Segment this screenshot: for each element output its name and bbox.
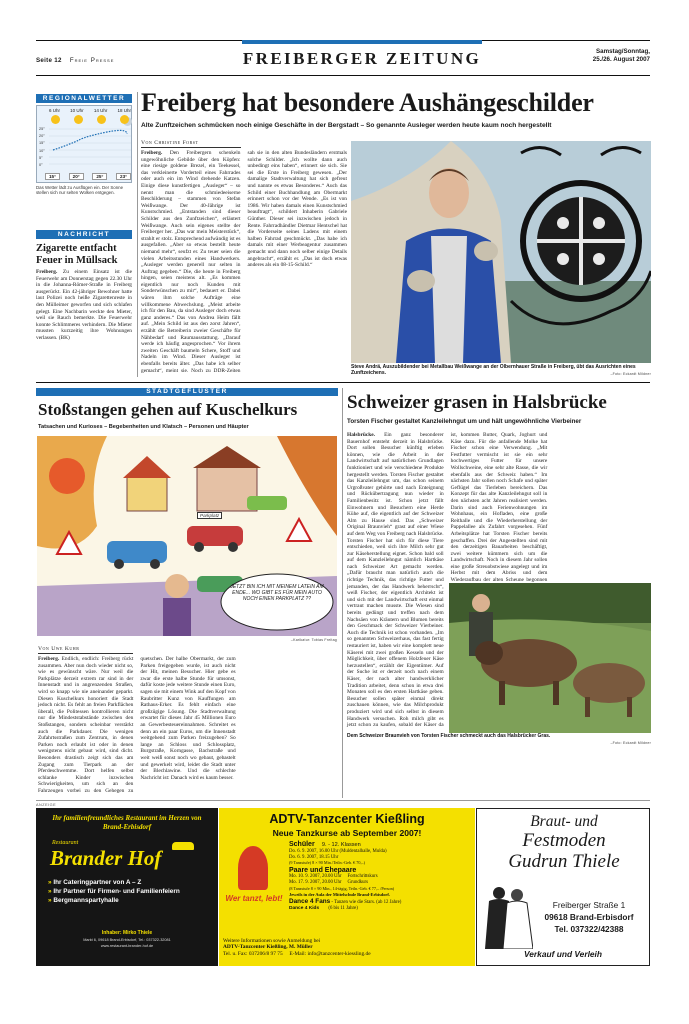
bride-title-2: Festmoden (522, 830, 606, 851)
ad-tanzcenter[interactable] (219, 808, 475, 966)
dance-logo (222, 842, 286, 922)
cartoon-speech-bubble: JETZT BIN ICH MIT MEINEM LATEIN AM ENDE... WO GIBT ES FÜR MEIN AUTO NOCH EINEN PARKPLATZ ?? (230, 584, 324, 603)
gossip-article (38, 646, 338, 796)
bride-footer: Verkauf und Verleih (523, 949, 603, 959)
weather-time-10: 10 Uhr (70, 108, 84, 113)
dance-info: Weitere Informationen sowie Anmeldung bei (223, 938, 321, 944)
main-photo (351, 141, 651, 363)
brander-bullet-2: » Ihr Partner für Firmen- und Familienfeiern (48, 888, 180, 895)
weather-time-18: 18 Uhr (117, 108, 131, 113)
main-photo-credit: –Foto: Eckardt Mildner (610, 372, 651, 376)
weather-temp-10: 20° (69, 173, 84, 180)
dancer-couple-icon (238, 846, 268, 890)
swiss-lead: Halsbrücke. (347, 432, 376, 438)
brander-hat-icon (172, 842, 194, 850)
ad-label: ANZEIGE (36, 803, 57, 807)
brander-web[interactable]: www.restaurant-brander-hof.de (100, 944, 154, 948)
section-label: Freie Presse (69, 57, 115, 64)
gossip-lead: Freiberg. (38, 656, 60, 662)
weather-scale-10: 10° (39, 148, 45, 153)
swiss-photo-caption (347, 733, 651, 739)
swiss-caption-text: Dem Schweizer Braunvieh von Torsten Fischer schmeckt auch das Halsbrücker Gras. (347, 733, 551, 739)
dance-extra: Jeweils in der Aula der Mittelschule Brand-Erbisdorf. (289, 892, 390, 898)
page-number: Seite 12 (36, 57, 62, 64)
weather-scale-5: 5° (39, 155, 43, 160)
weather-time-14: 14 Uhr (93, 108, 108, 113)
temperature-curve (49, 126, 131, 170)
bride-phone[interactable]: Tel. 037322/42388 (554, 924, 624, 934)
news-headline: Zigarette entfacht Feuer in Müllsack (36, 243, 118, 266)
dance-4fans-text: - Tanzen wie die Stars. (ab 12 Jahre) (331, 900, 402, 906)
weather-scale-20: 20° (39, 134, 45, 139)
brander-tagline: Ihr familienfreundliches Restaurant im Herzen von Brand-Erbisdorf (52, 814, 202, 831)
gossip-cartoon (37, 436, 337, 636)
main-caption-text: Steve Andrä, Auszubildender bei Metallbau Weißwange an der Olbernhauer Straße in Freiberg, übt das Ausrichten eines Zunftzeichens. (351, 364, 636, 376)
brander-bullet-1: » Ihr Cateringpartner von A – Z (48, 879, 142, 886)
sun-cloud-icon (120, 115, 129, 124)
news-title: NACHRICHT (36, 230, 132, 239)
swiss-photo (449, 583, 651, 733)
weather-box (36, 94, 132, 214)
dance-schueler: Schüler (289, 841, 315, 848)
date-line-1: Samstag/Sonntag, (596, 48, 650, 55)
cartoon-parking-sign: Parkplatz (197, 512, 222, 519)
dance-s-line-3: (9 Tanzstufe) 8 × 90 Min./Teiln.-Geb. € 70,–) (289, 860, 366, 866)
ad-brander-hof[interactable] (36, 808, 218, 966)
sun-icon (51, 115, 60, 124)
bride-title-3: Gudrun Thiele (508, 851, 620, 872)
main-headline: Freiberg hat besondere Aushängeschilder (141, 88, 594, 117)
bride-groom-icon (483, 883, 533, 949)
gossip-subhead: Tatsachen und Kurioses – Begebenheiten und Klatsch – Personen und Häupter (38, 424, 249, 430)
main-subhead: Alte Zunftzeichen schmücken noch einige Geschäfte in der Bergstadt – So genannte Ausleger werden heute kaum noch hergestellt (141, 122, 552, 129)
weather-temp-14: 25° (92, 173, 107, 180)
bride-title-1: Braut- und (530, 813, 598, 830)
dance-p-line-3: (8 Tanzstufe 8 × 90 Min., 14-tägig, Teiln.-Geb. € 77,– /Person) (289, 885, 395, 891)
weather-text: Das Wetter lädt zu Ausflügen ein. Der Sonne stellen sich nur selten Wolken entgegen. (36, 185, 124, 196)
dance-4kids: Dance 4 Kids (289, 905, 320, 911)
dance-s-line-2: Do. 6. 9. 2007, 18.15 Uhr (289, 854, 339, 860)
swiss-subhead: Torsten Fischer gestaltet Kanzleilehngut um und hält ungewöhnliche Vierbeiner (347, 418, 582, 425)
gossip-byline: Von Uwe Kuhr (38, 646, 133, 654)
news-box (36, 230, 132, 376)
ad-braut-festmoden[interactable] (476, 808, 650, 966)
dance-title: ADTV-Tanzcenter Kießling (269, 812, 425, 826)
main-lead: Freiberg. (141, 150, 163, 156)
main-text: Den Freibergern schenkeln ungewöhnliche Gebilde über den Köpfen: eine riesige goldene Brezel, ein Teekessel, das verkleinerte Vorderteil eines Fahrrades oder auch ein im Wind drehende Katzen. Einige diese kunstfertigen „Ausleger“ – so nennt man die schmiedeeiserne Beschilderung – stammen von Stefan Weißwange. Der 40-Jährige ist Kunstschmied. „Entstanden sind dieser Schilder aus den Zunftzeichen“, erläutert Weißwange. Auch sein eigenes stellte der Freiberger her. „Das war mein Meisterstück“, strahlt er stolz. Entsprechend aufwändig ist es ausgefallen. „Aber so etwas bestellt heute niemand mehr“, seufzt er. Zu teuer seien die vielen Arbeitsstunden eines Handwerkers. „Ausleger werden generell nur selten in Auftrag gegeben.“ Die, die heute in Freiberg hingen, seien meistens alt. „Es kommen eigentlich nur noch Kunden mit Sonderwünschen zu mir“, bedauert er. Dabei wären ihm solche Aufträge eine willkommene Abwechslung. „Meist arbeite ich für den Bau, da sind Ausleger doch etwas ganz anderes.“ Das von Andrea Heim fällt auf. „Mein Schild ist aus den zorst Jahren“, erzählt die Betreiberin zweier Geschäfte für Nähbedarf und Raumausstattung. „Darauf werde ich häufig angesprochen.“ Vor ihrem zweiten Geschäft baumeln Schere, Stoff und Nadeln im Wind. Dieser Ausleger ist ebenfalls bereits älter. „Das habe ich selber gemacht“, meint sie. Noch zu DDR-Zeiten sah sie in den alten Bundesländern erstmals solche Schilder. „Ich wollte dann auch unbedingt eins haben“, erinnert sie sich. Sie sei die Erste in Freiberg gewesen. „Der damalige Stadtverwaltung hat sich gefreut und nannte es etwas Besonderes.“ Auch das Schild einer Buchhandlung am Obermarkt erinnert schon vor der Wende. „Es ist von 1986. Wir haben damals einen Kunstschmied beauftragt“, schildert Inhaberin Gabriele Günther. Dieser sei inzwischen jedoch in Rente. Fahrradhändler Dietmar Hentschel hat die Vorderseite seines Ladens mit einem halben Fahrrad geschmückt. „Das habe ich damals mit einer Werbeagentur zusammen gemacht und dann noch selber einige Details angebracht“, erzählt er. „Das ist doch etwas anderes als ein 08-15-Schild.“ (141, 150, 347, 374)
bride-city: 09618 Brand-Erbisdorf (544, 912, 634, 922)
main-byline: Von Christine Forst (141, 140, 241, 148)
page-header (36, 40, 650, 78)
bride-street: Freiberger Straße 1 (552, 900, 626, 910)
weather-title: REGIONALWETTER (36, 94, 132, 103)
dance-s-line-1: Do. 6. 9. 2007, 16.00 Uhr (Muldentalhalle, Mulda) (289, 848, 387, 854)
news-lead: Freiberg. (36, 269, 58, 275)
dance-schueler-classes: 9. - 12. Klassen (321, 842, 361, 848)
gossip-headline: Stoßstangen gehen auf Kuschelkurs (38, 400, 298, 419)
date-line-2: 25./26. August 2007 (592, 56, 650, 63)
brander-address: Markt 6, 09618 Brand-Erbisdorf, Tel.: 037322-32081 (83, 938, 171, 942)
dance-p-line-2: Mo. 17. 9. 2007, 20.00 Uhr Grundkurs (289, 879, 369, 885)
weather-scale-15: 15° (39, 141, 45, 146)
dance-4fans: Dance 4 Fans (289, 898, 331, 906)
brander-bullet-3: » Bergmannspartyhalle (48, 897, 119, 904)
weather-temp-18: 23° (116, 173, 131, 180)
sun-icon (74, 115, 83, 124)
dance-p-line-1: Mo. 10. 9. 2007, 20.00 Uhr Fortschrittskurs (289, 873, 378, 879)
cartoon-credit: –Karikatur: Tobias Freitag (290, 638, 337, 642)
brander-pre: Restaurant (52, 840, 79, 846)
sun-icon (97, 115, 106, 124)
brander-owner: Inhaber: Mirko Thiele (101, 930, 153, 936)
dance-subtitle: Neue Tanzkurse ab September 2007! (272, 828, 422, 838)
swiss-photo-credit: –Foto: Eckardt Mildner (610, 741, 651, 745)
dance-info-name: ADTV-Tanzcenter Kießling, M. Müller (223, 944, 313, 951)
header-accent-bar (242, 40, 482, 44)
news-text: Zu einem Einsatz ist die Feuerwehr am Donnerstag gegen 22.30 Uhr in die Johanna-Römer-Straße in Freiberg ausgerückt. Ein 42-jähriger Bewohner hatte laut Polizei noch heiße Zigarettenreste in den Mülleimer geworfen und sich schlafen gelegt. Eine Nachbarin weckte den Mieter, weil sie Rauch bemerkte. Die Feuerwehr konnte Schlimmeres verhindern. Die Mieter mussten kurzzeitig ihre Wohnungen verlassen. (BK) (36, 269, 132, 341)
dance-4kids-text: (6 bis 11 Jahre) (328, 905, 358, 911)
gossip-section-bar: STADTGEFLÜSTER (36, 388, 338, 396)
swiss-text: Ein ganz besonderer Bauernhof entsteht derzeit in Halsbrücke. Dort sollen Besucher künftig erleben können, wie die Arbeit in der Landwirtschaft auf natürlichen Grundlagen funktioniert und wie verschiedene Produkte hergestellt werden. Torsten Fischer gestaltet das Kanzleilehngut um, das schon seinem Urgroßvater gehörte und nach Enteignung und Rückübertragung nun wieder in Familienbesitz ist. Schon jetzt fällt Einwohnern und Besuchern eine Herde Kühe auf, die eigentlich auf der Schweizer Alm zu Hause sind. Das „Schweizer Original Braunvieh“ grast auf einer Wiese auf dem Weg von Freiberg nach Halsbrücke. Torsten Fischer hat sich für diese Tiere entschieden, weil sich ihre Milch sehr gut zur Käseherstellung eignet. Schon bald soll auf dem Kanzleilehngut nämlich Hartkäse nach Schweizer Art gemacht werden. „Dafür braucht man natürlich auch die richtige Technik, das richtige Futter und jemanden, der das Handwerk beherrscht“, weiß Fischer, der eigentlich Architekt ist und sich mit der Landwirtschaft erst einmal vertraut machen musste. Die Wiesen sind bereits gedüngt und treffen nach dem Nachsäen von Kräutern und Blumen bereits den Geschmack der Schweizer Vierbeiner. Auch die Technik ist schon vorhanden. „Im so genannten Schweizerhaus, das fast fertig restauriert ist, haben wir eine komplett neue Käserei mit zwei großen Kesseln und der Möglichkeit, über offenem Holzfeuer Käse herzustellen“, erzählt der Eigentümer. Auf der Suche ist er derzeit noch nach einem Käser, der nach alter handwerklicher Tradition arbeitet, denn schon in etwa drei Monaten soll es den ersten Hartkäse geben. Besucher sollen später einmal direkt zuschauen können, wie das Milchprodukt produziert wird und sich selbst in diesem Handwerk versuchen. Roh milch gibt es jetzt schon zu kaufen, sobald der Käser da ist, kommen Butter, Quark, Joghurt und Käse dazu. Für die anfallende Molke hat Fischer schon eine Verwendung. „Mit Festfutter vermischt ist sie ein sehr hochwertiges Futter für unsere Wollschweine, eine sehr alte Rasse, die wir ebenfalls aus der Schweiz haben.“ Im nächsten Jahr sollen noch Schafe und später Geflügel das Tierleben bereichern. Das Konzept für das alte Kanzleilehngut soll in den nächsten acht Jahren realisiert werden. Darin sind auch Ferienwohnungen im Wohnhaus, ein Hofladen, eine große Reithalle und die Wiederherstellung der Pappelallee als Zufahrt vorgesehen. Fünf Arbeitsplätze hat Torsten Fischer bereits geschaffen. Drei der Angestellten sind mit den derzeitigen Bauarbeiten beschäftigt, zwei weitere kümmern sich um die Landwirtschaft. Noch in diesem Jahr sollen eine große Streuobstwiese angelegt und im Herbst mit dem Abriss und dem Wiederaufbau der alten Scheune begonnen (347, 432, 548, 729)
dance-logo-text: Wer tanzt, lebt! (225, 894, 283, 903)
gossip-text: Endlich, endlich: Freiberg rückt zusammen. Aber nun doch wieder nicht so, wie es gewünscht wäre. Nur weil die Parkplätze derzeit extrem rar sind in der Innenstadt und in angrenzenden Straßen, wird so knapp wie nie aneinander geparkt. Diesen Kuschelkurs honoriert die Stadt jedoch nicht. Es fehlt an freien Parkflächen überall, die Politessen kontrollieren nicht nur die Mindeststabstände zwischen den Stoßstangen, sondern scheinbar verstärkt auch die Parkdauer. Die wenigen Zufahrtsstraßen zum Zentrum, in denen Parken noch erlaubt ist oder in denen wenigstens nicht gebaut wird, sind dicht. Besonders drastisch zeigt sich das am Zugang zum Tierpark an der Pferdeschwemme. Dort helfen selbst schlanke Kinder inzwischen Schwierigkeiten, um sich an den Fahrzeugen vorbei zu den Gehegen zu quetschen. Der halbe Obermarkt, der zum Parken freigegeben wurde, ist auch nicht der Hit, meinen Besucher. Hier gebe es zwar die erste halbe Stunde für umsonst, dafür koste jede weitere Stunde einen Euro, sagen sie mit einem Wink auf den Kopf von Raubritter Kunz von Kauffungen am Rathaus-Erker. Es fehlt einfach eine großzügige Lösung. Die Stadtverwaltung erwartet für dieses Jahr 45 Millionen Euro an Gewerbesteuereinnahmen. Schreitet es denn an ein paar Euros, um die Innenstadt weitgehend zum Parken freizugeben? So lange an Schloss und Schlossplatz, Burgstraße, Korngasse, Bachstraße und weit weiß sonst noch wo gebaut, gebastelt und gewerkelt wird, leidet die Stadt unter der Blechlawine. Und die schlechte Nachricht ist: Danach wird es kaum besser. (38, 656, 236, 794)
dance-contact[interactable]: Tel. u. Fax: 037206/8 97 75 E-Mail: info@tanzcenter-kiessling.de (223, 950, 371, 957)
main-article (141, 140, 347, 376)
weather-scale-0: 0° (39, 163, 43, 168)
newspaper-name: FREIBERGER ZEITUNG (242, 49, 482, 68)
weather-time-6: 6 Uhr (49, 108, 61, 113)
weather-scale-25: 25° (39, 127, 45, 131)
weather-temp-6: 15° (45, 173, 60, 180)
dance-paare: Paare und Ehepaare (289, 867, 357, 875)
brander-name: Brander Hof (50, 846, 162, 870)
swiss-headline: Schweizer grasen in Halsbrücke (347, 392, 607, 413)
